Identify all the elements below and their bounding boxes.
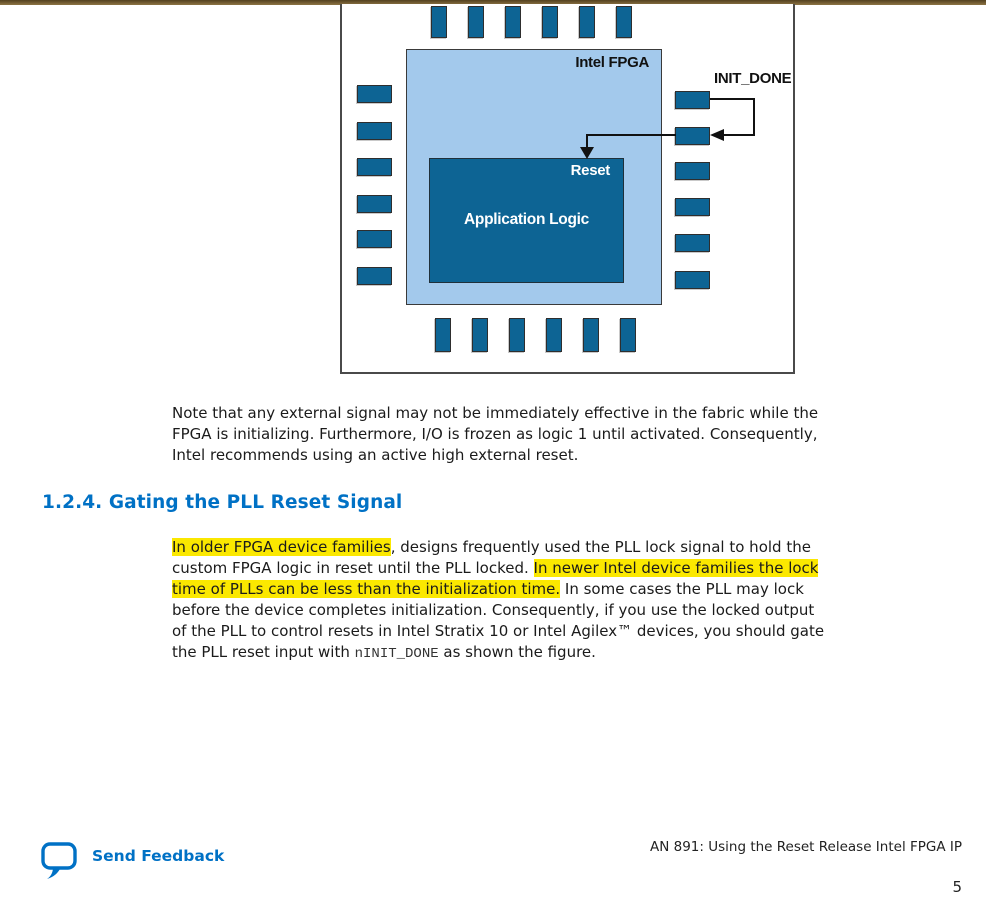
body-text: , designs frequently used the PLL lock signal to hold the xyxy=(390,538,811,556)
highlighted-text: In newer Intel device families the lock xyxy=(533,559,819,577)
application-logic-label: Application Logic xyxy=(464,211,589,228)
fpga-pin-bottom-4 xyxy=(546,318,562,352)
fpga-pin-right-1 xyxy=(675,91,710,109)
fpga-pin-top-2 xyxy=(468,6,484,38)
fpga-pin-left-6 xyxy=(357,267,392,285)
fpga-pin-bottom-3 xyxy=(509,318,525,352)
fpga-pin-right-2 xyxy=(675,127,710,145)
paragraph-line: FPGA is initializing. Furthermore, I/O is frozen as logic 1 until activated. Consequently, xyxy=(172,425,818,443)
speech-bubble-icon xyxy=(41,841,79,881)
body-text: In some cases the PLL may lock xyxy=(560,580,804,598)
init-done-signal-label: INIT_DONE xyxy=(714,70,792,87)
fpga-pin-top-6 xyxy=(616,6,632,38)
code-text: nINIT_DONE xyxy=(354,646,439,662)
arrowhead-left-icon xyxy=(710,129,724,141)
fpga-pin-right-4 xyxy=(675,198,710,216)
fpga-pin-bottom-2 xyxy=(472,318,488,352)
fpga-pin-left-1 xyxy=(357,85,392,103)
footer-page-number: 5 xyxy=(952,878,962,896)
gating-paragraph xyxy=(172,537,968,665)
footer-doc-title: AN 891: Using the Reset Release Intel FPGA IP xyxy=(650,839,962,855)
fpga-pin-bottom-5 xyxy=(583,318,599,352)
paragraph-line: Note that any external signal may not be immediately effective in the fabric while the xyxy=(172,404,819,422)
fpga-pin-bottom-1 xyxy=(435,318,451,352)
section-heading: 1.2.4. Gating the PLL Reset Signal xyxy=(42,492,403,513)
application-logic-block xyxy=(429,158,624,283)
figure-fpga-diagram xyxy=(340,4,795,374)
highlighted-text: In older FPGA device families xyxy=(172,538,391,556)
paragraph-line: of the PLL to control resets in Intel Stratix 10 or Intel Agilex™ devices, you should gate xyxy=(172,622,825,640)
fpga-pin-top-4 xyxy=(542,6,558,38)
body-text: as shown the figure. xyxy=(438,643,596,661)
paragraph-line xyxy=(172,579,968,600)
highlighted-text: time of PLLs can be less than the initialization time. xyxy=(172,580,561,598)
init-done-wire-out xyxy=(710,98,755,100)
fpga-pin-right-6 xyxy=(675,271,710,289)
fpga-pin-right-5 xyxy=(675,234,710,252)
init-done-wire-down xyxy=(753,98,755,136)
fpga-pin-bottom-6 xyxy=(620,318,636,352)
paragraph-line xyxy=(172,558,968,579)
fpga-pin-top-1 xyxy=(431,6,447,38)
init-done-wire-return xyxy=(724,134,755,136)
fpga-pin-top-5 xyxy=(579,6,595,38)
arrowhead-down-icon xyxy=(580,147,594,159)
fpga-pin-right-3 xyxy=(675,162,710,180)
fpga-chip-label: Intel FPGA xyxy=(575,54,649,71)
note-paragraph xyxy=(172,403,968,466)
body-text: the PLL reset input with xyxy=(172,643,355,661)
paragraph-line: Intel recommends using an active high external reset. xyxy=(172,446,579,464)
paragraph-line: before the device completes initialization. Consequently, if you use the locked output xyxy=(172,601,815,619)
fpga-pin-left-5 xyxy=(357,230,392,248)
send-feedback-link[interactable] xyxy=(41,841,224,881)
fpga-pin-top-3 xyxy=(505,6,521,38)
paragraph-line xyxy=(172,642,968,665)
fpga-pin-left-4 xyxy=(357,195,392,213)
reset-port-label: Reset xyxy=(570,162,610,179)
fpga-pin-left-2 xyxy=(357,122,392,140)
fpga-pin-left-3 xyxy=(357,158,392,176)
body-text: custom FPGA logic in reset until the PLL locked. xyxy=(172,559,534,577)
reset-wire-horizontal xyxy=(586,134,676,136)
paragraph-line xyxy=(172,537,968,558)
send-feedback-label: Send Feedback xyxy=(92,847,225,865)
